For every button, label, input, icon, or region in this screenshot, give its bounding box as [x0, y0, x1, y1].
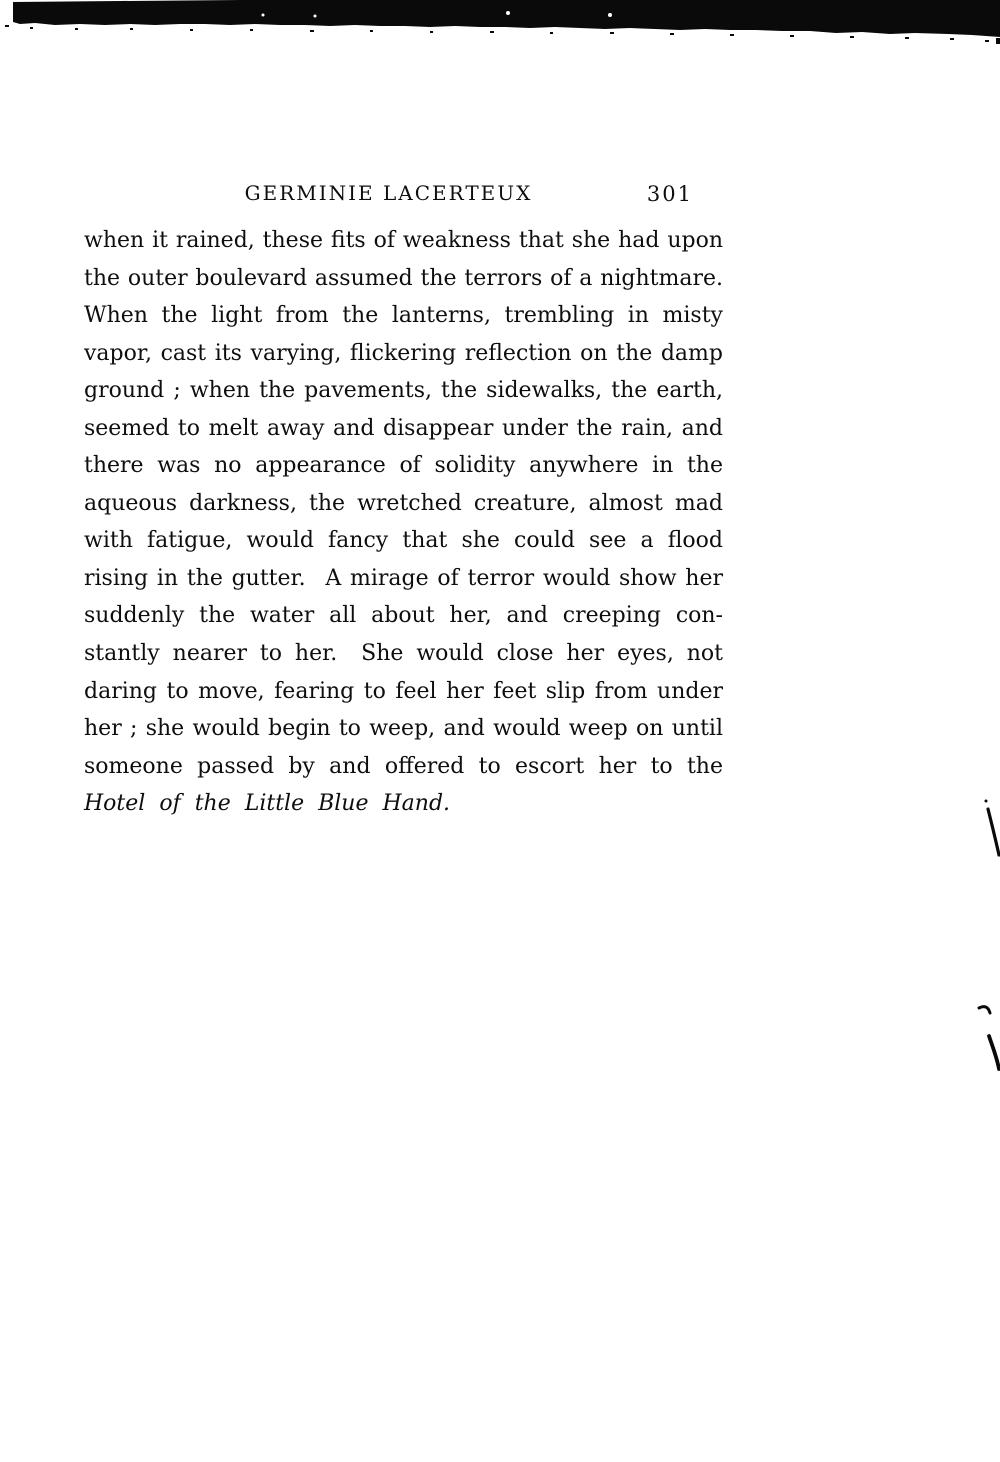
text-line: when it rained, these fits of weakness that she had upon [84, 228, 723, 253]
text-line: with fatigue, would fancy that she could see a flood [84, 528, 723, 554]
text-line: seemed to melt away and disappear under the rain, and [84, 415, 723, 441]
body-text [84, 222, 723, 823]
page-number: 301 [646, 182, 693, 206]
text-line: aqueous darkness, the wretched creature, almost mad [84, 490, 723, 516]
text-line: stantly nearer to her. She would close her eyes, not [84, 641, 723, 667]
text-line: daring to move, fearing to feel her feet slip from under [84, 678, 723, 704]
scan-mark-right-upper [975, 795, 1000, 865]
text-line: rising in the gutter. A mirage of terror would show her [84, 565, 723, 591]
text-line: When the light from the lanterns, trembling in misty [84, 303, 723, 329]
page-header [84, 181, 723, 209]
scan-mark-right-hook [975, 1000, 1000, 1022]
scan-edge-band [0, 0, 1000, 50]
text-line: there was no appearance of solidity anywhere in the [84, 453, 723, 479]
text-line: vapor, cast its varying, flickering reflection on the damp [84, 340, 723, 366]
text-line: the outer boulevard assumed the terrors of a nightmare. [84, 265, 723, 291]
text-line: her ; she would begin to weep, and would weep on until [84, 716, 723, 742]
text-line: suddenly the water all about her, and creeping con- [84, 603, 723, 629]
scan-mark-right-lower [983, 1032, 1000, 1074]
running-head-title: GERMINIE LACERTEUX [244, 181, 533, 205]
text-line-italic: Hotel of the Little Blue Hand. [84, 791, 451, 817]
text-line: someone passed by and offered to escort her to the [84, 753, 723, 779]
text-line: ground ; when the pavements, the sidewalks, the earth, [84, 378, 723, 404]
